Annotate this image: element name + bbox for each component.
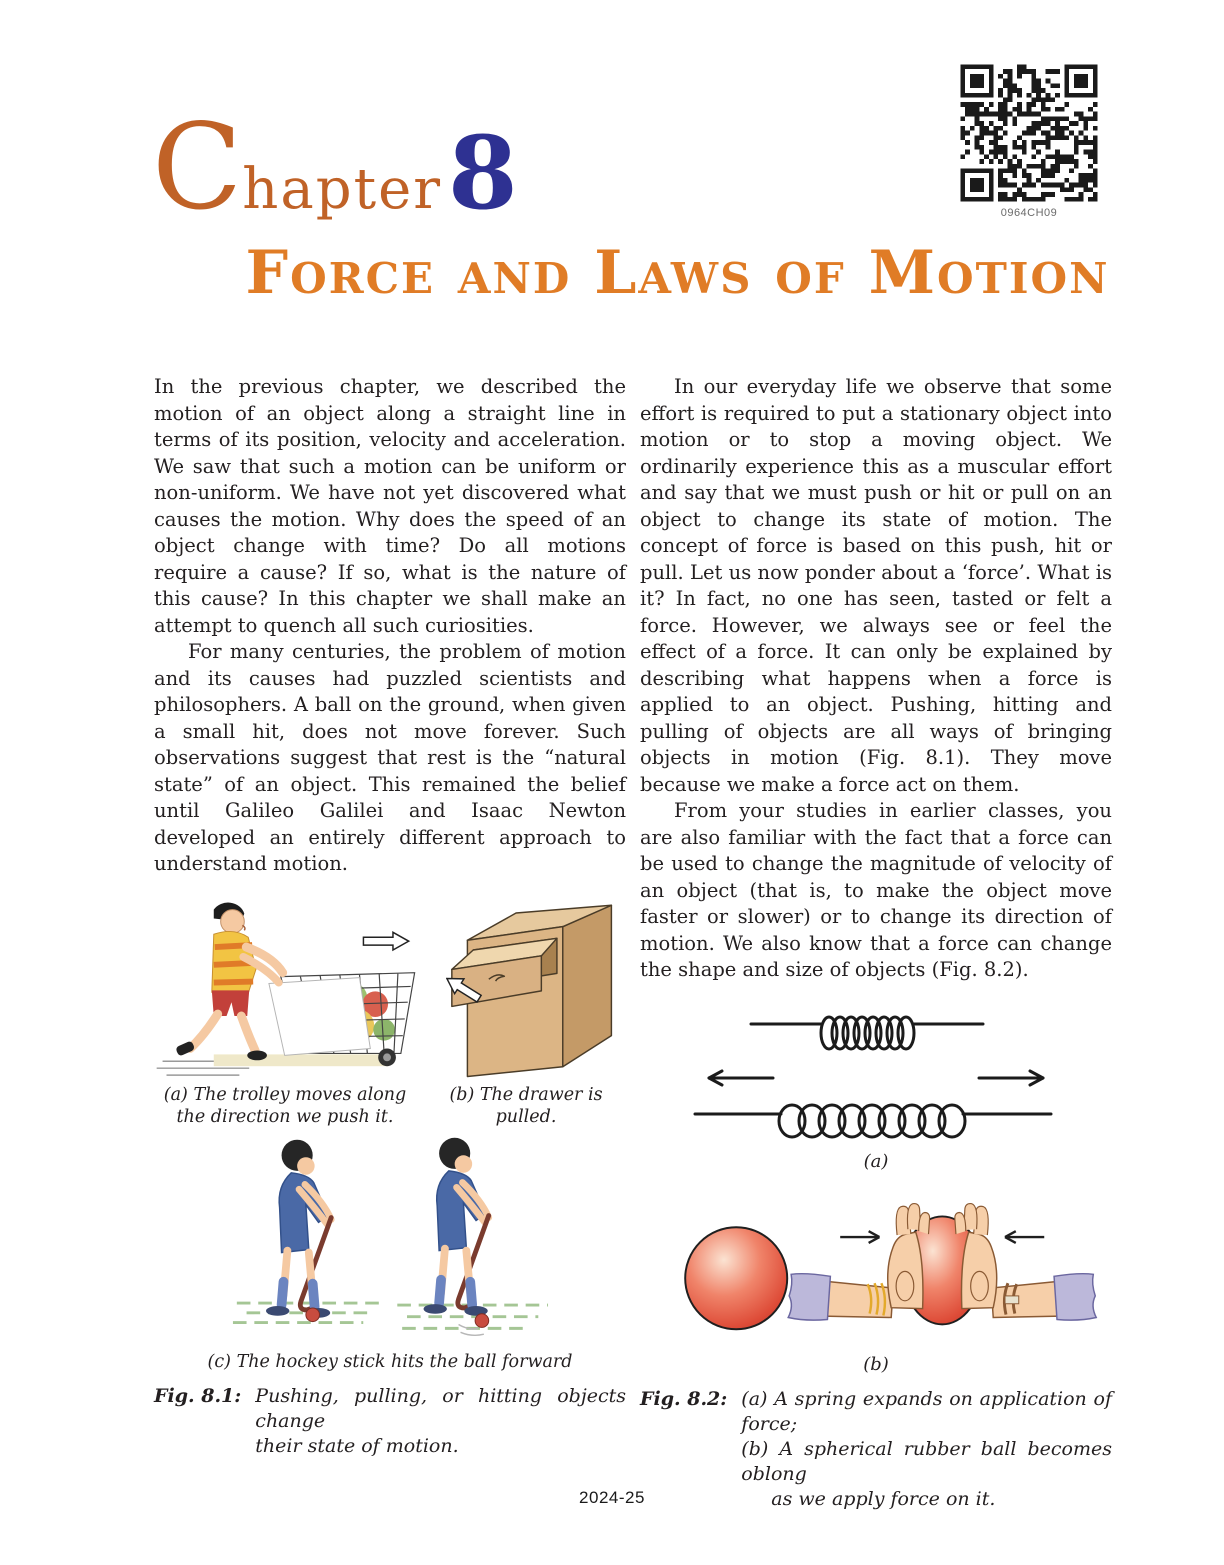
body-left-column: [154, 374, 626, 1459]
chapter-number: 8: [448, 114, 518, 232]
body-right-column: [640, 374, 1112, 1512]
left-hand: [788, 1203, 929, 1320]
paragraph-right-2: From your studies in earlier classes, you are also familiar with the fact that a force can be used to change the magnitude of velocity of an object (that is, to make the object move faster or slower) or to change its direction of motion. We also know that a force can change the shape and size of objects (Fig. 8.2).: [640, 799, 1112, 981]
qr-label: 0964CH09: [1000, 207, 1058, 219]
page-title: Force and Laws of Motion: [245, 238, 1110, 308]
trolley-illustration: [154, 888, 436, 1080]
drawer-illustration: [446, 892, 626, 1080]
fig81-ab-row: [154, 888, 626, 1080]
fig81-ab-captions: [154, 1084, 626, 1128]
caption-hockey: (c) The hockey stick hits the ball forward: [207, 1352, 573, 1372]
rubber-ball-illustration: [645, 1188, 1107, 1343]
hockey-illustration: [225, 1130, 555, 1342]
fig82-sub-label-b: (b): [863, 1354, 889, 1375]
paragraph-left-2: For many centuries, the problem of motion and its causes had puzzled scientists and philosophers. A ball on the ground, when given a small hit, does not move forever. Such observations suggest that rest is the “natural state” of an object. This remained the belief until Galileo Galilei and Isaac Newton developed an entirely different approach to understand motion.: [154, 640, 626, 875]
paragraph-right-1: In our everyday life we observe that some effort is required to put a stationary object into motion or to stop a moving object. We ordinarily experience this as a muscular effort and say that we must push or hit or pull on an object to change its state of motion. The concept of force is based on this push, hit or pull. Let us now ponder about a ‘force’. What is it? In fact, no one has seen, tasted or felt a force. However, we always see or feel the effect of a force. It can only be explained by describing what happens when a force is applied to an object. Pushing, hitting and pulling of objects are all ways of bringing objects in motion (Fig. 8.1). They move because we make a force act on them.: [640, 375, 1112, 796]
qr-code: [956, 62, 1102, 219]
chapter-heading: [152, 98, 518, 236]
fig82-label: Fig. 8.2:: [640, 1387, 728, 1410]
paragraph-left-1: In the previous chapter, we described the motion of an object along a straight line in terms of its position, velocity and acceleration. We saw that such a motion can be uniform or non-uniform. We have not yet discovered what causes the motion. Why does the speed of an object change with time? Do all motions require a cause? If so, what is the nature of this cause? In this chapter we shall make an attempt to quench all such curiosities.: [154, 375, 626, 637]
footer-page-session: 2024-25: [579, 1488, 645, 1507]
spring-illustration: [651, 1000, 1101, 1140]
chapter-word-initial: C: [152, 98, 243, 236]
qr-code-image: [958, 62, 1100, 204]
fig81-c-row: [154, 1130, 626, 1350]
push-direction-arrow: [363, 932, 408, 950]
chapter-word-rest: hapter: [242, 157, 443, 222]
fig82-caption-text: (a) A spring expands on application of force; (b) A spherical rubber ball becomes oblong as we apply force on it.: [741, 1387, 1112, 1510]
caption-trolley: (a) The trolley moves along the direction we push it.: [163, 1084, 407, 1127]
fig81-caption: [154, 1384, 626, 1459]
caption-drawer: (b) The drawer is pulled.: [449, 1084, 603, 1127]
fig82-a-row: [640, 1000, 1112, 1176]
right-hand: [955, 1203, 1096, 1320]
fig82-b-row: [640, 1188, 1112, 1379]
fig81-caption-text: Pushing, pulling, or hitting objects change their state of motion.: [255, 1384, 626, 1457]
fig81-label: Fig. 8.1:: [154, 1384, 242, 1407]
spherical-ball: [685, 1227, 787, 1329]
fig82-sub-label-a: (a): [863, 1151, 889, 1172]
